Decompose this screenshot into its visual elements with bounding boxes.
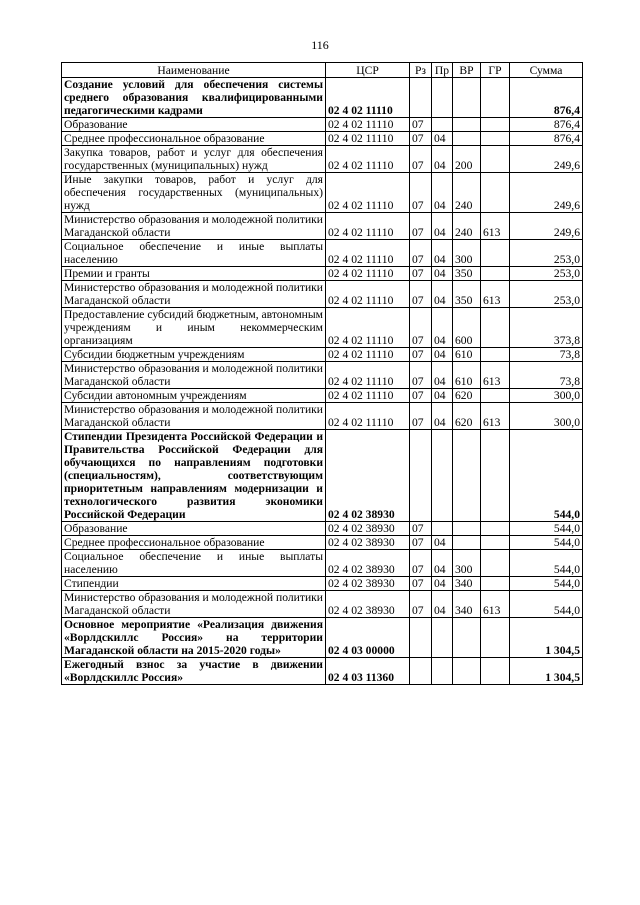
cell-csr: 02 4 02 11110 (326, 240, 410, 267)
cell-gr (481, 618, 510, 658)
cell-pr: 04 (432, 577, 453, 591)
cell-pr: 04 (432, 146, 453, 173)
cell-pr (432, 522, 453, 536)
cell-csr: 02 4 02 11110 (326, 146, 410, 173)
budget-table (61, 62, 583, 685)
cell-vr: 300 (453, 550, 481, 577)
cell-csr: 02 4 02 11110 (326, 118, 410, 132)
table-row (62, 522, 583, 536)
cell-pr (432, 618, 453, 658)
cell-sum: 544,0 (510, 577, 583, 591)
cell-gr (481, 240, 510, 267)
cell-csr: 02 4 02 11110 (326, 389, 410, 403)
cell-name: Закупка товаров, работ и услуг для обеспечения государственных (муниципальных) нужд (62, 146, 326, 173)
cell-vr: 340 (453, 577, 481, 591)
cell-gr (481, 267, 510, 281)
cell-sum: 544,0 (510, 591, 583, 618)
cell-pr (432, 78, 453, 118)
cell-name: Среднее профессиональное образование (62, 132, 326, 146)
cell-vr (453, 522, 481, 536)
cell-rz (410, 78, 432, 118)
cell-csr: 02 4 02 38930 (326, 577, 410, 591)
cell-gr (481, 389, 510, 403)
cell-name: Стипендии Президента Российской Федерации и Правительства Российской Федерации для обучающихся по направлениям подготовки (специальностям), соответствующим приоритетным направлениям модернизации и технологического развития экономики Российской Федерации (62, 430, 326, 522)
cell-gr: 613 (481, 281, 510, 308)
cell-sum: 544,0 (510, 536, 583, 550)
cell-csr: 02 4 02 11110 (326, 403, 410, 430)
cell-vr (453, 132, 481, 146)
cell-gr (481, 78, 510, 118)
cell-csr: 02 4 02 38930 (326, 430, 410, 522)
cell-gr (481, 550, 510, 577)
cell-name: Среднее профессиональное образование (62, 536, 326, 550)
header-rz: Рз (410, 63, 432, 78)
cell-csr: 02 4 02 38930 (326, 591, 410, 618)
cell-vr: 350 (453, 281, 481, 308)
cell-rz: 07 (410, 146, 432, 173)
cell-rz: 07 (410, 403, 432, 430)
cell-csr: 02 4 02 38930 (326, 550, 410, 577)
cell-vr (453, 658, 481, 685)
cell-rz: 07 (410, 213, 432, 240)
cell-name: Ежегодный взнос за участие в движении «Ворлдскиллс Россия» (62, 658, 326, 685)
cell-pr: 04 (432, 550, 453, 577)
cell-gr (481, 348, 510, 362)
cell-gr (481, 173, 510, 213)
cell-sum: 544,0 (510, 430, 583, 522)
cell-gr: 613 (481, 403, 510, 430)
cell-csr: 02 4 02 38930 (326, 522, 410, 536)
cell-csr: 02 4 02 11110 (326, 267, 410, 281)
cell-pr: 04 (432, 308, 453, 348)
cell-csr: 02 4 02 11110 (326, 281, 410, 308)
cell-sum: 249,6 (510, 213, 583, 240)
cell-pr: 04 (432, 240, 453, 267)
cell-rz (410, 618, 432, 658)
cell-sum: 253,0 (510, 281, 583, 308)
cell-sum: 249,6 (510, 173, 583, 213)
cell-vr (453, 536, 481, 550)
cell-vr (453, 118, 481, 132)
table-row (62, 403, 583, 430)
cell-vr: 620 (453, 389, 481, 403)
table-row (62, 430, 583, 522)
cell-gr: 613 (481, 591, 510, 618)
table-row (62, 118, 583, 132)
cell-rz (410, 430, 432, 522)
cell-sum: 253,0 (510, 267, 583, 281)
cell-rz: 07 (410, 389, 432, 403)
cell-name: Иные закупки товаров, работ и услуг для обеспечения государственных (муниципальных) нужд (62, 173, 326, 213)
cell-sum: 253,0 (510, 240, 583, 267)
cell-csr: 02 4 02 11110 (326, 173, 410, 213)
cell-name: Предоставление субсидий бюджетным, автономным учреждениям и иным некоммерческим организациям (62, 308, 326, 348)
cell-name: Образование (62, 118, 326, 132)
header-vr: ВР (453, 63, 481, 78)
cell-name: Образование (62, 522, 326, 536)
cell-name: Социальное обеспечение и иные выплаты населению (62, 550, 326, 577)
cell-vr (453, 430, 481, 522)
cell-csr: 02 4 02 11110 (326, 132, 410, 146)
cell-name: Министерство образования и молодежной политики Магаданской области (62, 362, 326, 389)
cell-pr: 04 (432, 389, 453, 403)
cell-rz: 07 (410, 577, 432, 591)
cell-pr: 04 (432, 267, 453, 281)
cell-gr (481, 522, 510, 536)
table-row (62, 348, 583, 362)
cell-rz: 07 (410, 536, 432, 550)
header-gr: ГР (481, 63, 510, 78)
cell-sum: 1 304,5 (510, 658, 583, 685)
cell-name: Создание условий для обеспечения системы среднего образования квалифицированными педагогическими кадрами (62, 78, 326, 118)
cell-sum: 73,8 (510, 348, 583, 362)
cell-pr (432, 430, 453, 522)
cell-gr (481, 118, 510, 132)
cell-gr: 613 (481, 362, 510, 389)
cell-csr: 02 4 02 11110 (326, 362, 410, 389)
header-sum: Сумма (510, 63, 583, 78)
cell-rz (410, 658, 432, 685)
cell-name: Субсидии бюджетным учреждениям (62, 348, 326, 362)
cell-sum: 73,8 (510, 362, 583, 389)
cell-sum: 544,0 (510, 522, 583, 536)
table-row (62, 132, 583, 146)
table-row (62, 308, 583, 348)
page-number: 116 (311, 38, 329, 52)
cell-name: Министерство образования и молодежной политики Магаданской области (62, 591, 326, 618)
cell-name: Субсидии автономным учреждениям (62, 389, 326, 403)
cell-rz: 07 (410, 281, 432, 308)
cell-gr: 613 (481, 213, 510, 240)
cell-pr: 04 (432, 173, 453, 213)
cell-vr: 200 (453, 146, 481, 173)
cell-csr: 02 4 02 11110 (326, 78, 410, 118)
cell-vr (453, 78, 481, 118)
cell-pr (432, 118, 453, 132)
table-row (62, 591, 583, 618)
cell-name: Министерство образования и молодежной политики Магаданской области (62, 281, 326, 308)
cell-name: Министерство образования и молодежной политики Магаданской области (62, 403, 326, 430)
table-row (62, 536, 583, 550)
cell-sum: 544,0 (510, 550, 583, 577)
cell-sum: 249,6 (510, 146, 583, 173)
cell-vr: 610 (453, 362, 481, 389)
table-header-row (62, 63, 583, 78)
cell-sum: 876,4 (510, 132, 583, 146)
table-row (62, 281, 583, 308)
cell-vr: 610 (453, 348, 481, 362)
cell-rz: 07 (410, 591, 432, 618)
header-name: Наименование (62, 63, 326, 78)
table-row (62, 146, 583, 173)
cell-name: Основное мероприятие «Реализация движения «Ворлдскиллс Россия» на территории Магаданской области на 2015-2020 годы» (62, 618, 326, 658)
cell-sum: 300,0 (510, 389, 583, 403)
cell-rz: 07 (410, 308, 432, 348)
cell-pr: 04 (432, 348, 453, 362)
cell-csr: 02 4 03 11360 (326, 658, 410, 685)
cell-pr: 04 (432, 281, 453, 308)
cell-gr (481, 658, 510, 685)
cell-rz: 07 (410, 132, 432, 146)
cell-rz: 07 (410, 522, 432, 536)
cell-name: Премии и гранты (62, 267, 326, 281)
cell-vr (453, 618, 481, 658)
cell-sum: 373,8 (510, 308, 583, 348)
cell-vr: 300 (453, 240, 481, 267)
cell-rz: 07 (410, 173, 432, 213)
cell-sum: 876,4 (510, 118, 583, 132)
cell-sum: 1 304,5 (510, 618, 583, 658)
header-csr: ЦСР (326, 63, 410, 78)
cell-vr: 620 (453, 403, 481, 430)
table-row (62, 362, 583, 389)
table-row (62, 267, 583, 281)
cell-pr: 04 (432, 132, 453, 146)
table-row (62, 658, 583, 685)
cell-name: Стипендии (62, 577, 326, 591)
cell-rz: 07 (410, 550, 432, 577)
cell-vr: 600 (453, 308, 481, 348)
cell-name: Социальное обеспечение и иные выплаты населению (62, 240, 326, 267)
cell-vr: 240 (453, 213, 481, 240)
cell-rz: 07 (410, 362, 432, 389)
cell-gr (481, 577, 510, 591)
cell-csr: 02 4 02 11110 (326, 213, 410, 240)
cell-rz: 07 (410, 348, 432, 362)
cell-pr: 04 (432, 403, 453, 430)
cell-pr: 04 (432, 536, 453, 550)
cell-name: Министерство образования и молодежной политики Магаданской области (62, 213, 326, 240)
cell-vr: 240 (453, 173, 481, 213)
cell-gr (481, 430, 510, 522)
table-row (62, 389, 583, 403)
header-pr: Пр (432, 63, 453, 78)
cell-gr (481, 132, 510, 146)
cell-csr: 02 4 02 38930 (326, 536, 410, 550)
cell-csr: 02 4 02 11110 (326, 308, 410, 348)
table-row (62, 550, 583, 577)
table-row (62, 618, 583, 658)
cell-csr: 02 4 02 11110 (326, 348, 410, 362)
cell-rz: 07 (410, 240, 432, 267)
table-row (62, 240, 583, 267)
table-row (62, 78, 583, 118)
cell-gr (481, 146, 510, 173)
cell-gr (481, 308, 510, 348)
table-row (62, 577, 583, 591)
cell-rz: 07 (410, 118, 432, 132)
cell-pr: 04 (432, 213, 453, 240)
cell-pr: 04 (432, 591, 453, 618)
cell-rz: 07 (410, 267, 432, 281)
table-row (62, 173, 583, 213)
table-row (62, 213, 583, 240)
cell-sum: 300,0 (510, 403, 583, 430)
cell-vr: 350 (453, 267, 481, 281)
cell-csr: 02 4 03 00000 (326, 618, 410, 658)
cell-vr: 340 (453, 591, 481, 618)
cell-gr (481, 536, 510, 550)
cell-pr (432, 658, 453, 685)
cell-sum: 876,4 (510, 78, 583, 118)
cell-pr: 04 (432, 362, 453, 389)
